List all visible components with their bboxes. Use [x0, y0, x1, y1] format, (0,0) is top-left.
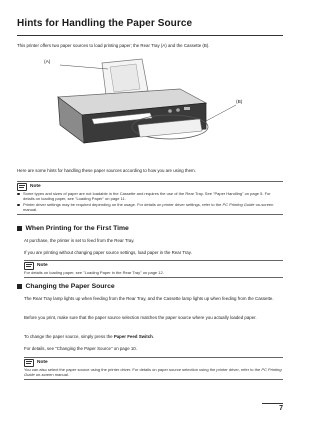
section-heading-change-source [17, 283, 115, 290]
paper-feed-switch-icon [184, 107, 190, 110]
section1-paragraph-2: If you are printing without changing paper source settings, load paper in the Rear Tray. [24, 250, 192, 255]
note-header [17, 182, 283, 191]
note-text [24, 367, 283, 377]
page-number: 7 [279, 405, 283, 412]
note-label: Note [37, 263, 48, 268]
bullet-icon [17, 193, 20, 196]
square-bullet-icon [17, 284, 22, 289]
note-bullet-text-end: on-screen manual. [23, 201, 274, 213]
note-text-start: You can also select the paper source using the printer driver. For details on paper source selection using the printer driver, refer to the [24, 367, 262, 372]
bullet-icon [17, 204, 20, 207]
note-bullet-text: Printer driver settings may be required depending on the usage. For details on printer driver settings, refer to the [23, 201, 223, 207]
title-rule [17, 35, 283, 36]
page-title: Hints for Handling the Paper Source [17, 18, 193, 29]
label-rear-tray: (A) [44, 60, 51, 65]
note-text-end: on-screen manual. [34, 372, 69, 378]
note-bullet-text: Some types and sizes of paper are not loadable in the Cassette and requires the use of the Rear Tray. See "Paper Handling" on page 5. For details on loading paper, see "Loading Paper" on page 11. [23, 191, 271, 202]
note-icon [24, 359, 34, 367]
page-number-rule [262, 403, 283, 404]
printer-drawing [30, 55, 270, 160]
note-box-3 [24, 357, 283, 380]
square-bullet-icon [17, 226, 22, 231]
note-label: Note [30, 184, 41, 189]
power-button-icon [168, 109, 172, 113]
note-box-1 [17, 181, 283, 215]
section-heading-text: When Printing for the First Time [25, 225, 129, 232]
callout-line-b [206, 105, 236, 121]
note-bullet [17, 191, 283, 201]
callout-line-a [60, 65, 108, 69]
section2-paragraph-2: Before you print, make sure that the paper source selection matches the paper source where you actually loaded paper. [24, 315, 257, 320]
manual-title: PC Printing Guide [24, 367, 282, 378]
rear-tray-guide [110, 64, 140, 92]
note-header [24, 261, 283, 270]
resume-button-icon [176, 108, 180, 112]
section1-paragraph-1: At purchase, the printer is set to feed from the Rear Tray. [24, 238, 135, 243]
section2-paragraph-3 [24, 334, 284, 340]
paper-feed-switch-name: Paper Feed Switch [113, 334, 153, 339]
note-bullet [17, 202, 283, 212]
note-label: Note [37, 360, 48, 365]
section-heading-first-time [17, 225, 129, 232]
manual-title: PC Printing Guide [222, 201, 255, 207]
section2-paragraph-4: For details, see "Changing the Paper Source" on page 10. [24, 346, 137, 351]
paragraph-text: To change the paper source, simply press the [24, 334, 114, 339]
after-figure-paragraph: Here are some hints for handling these paper sources according to how you are using them. [17, 168, 196, 173]
section2-paragraph-1: The Rear Tray lamp lights up when feeding from the Rear Tray, and the Cassette lamp lights up when feeding from the Cassette. [24, 296, 274, 301]
intro-paragraph: This printer offers two paper sources to load printing paper; the Rear Tray (A) and the Cassette (B). [17, 43, 210, 48]
note-icon [17, 183, 27, 191]
note-box-2 [24, 260, 283, 278]
note-header [24, 358, 283, 367]
note-text: For details on loading paper, see "Loading Paper in the Rear Tray" on page 12. [24, 270, 164, 275]
paragraph-text-end: . [152, 334, 155, 339]
section-heading-text: Changing the Paper Source [25, 283, 115, 290]
label-cassette: (B) [236, 100, 243, 105]
printer-illustration [30, 55, 270, 160]
note-icon [24, 262, 34, 270]
